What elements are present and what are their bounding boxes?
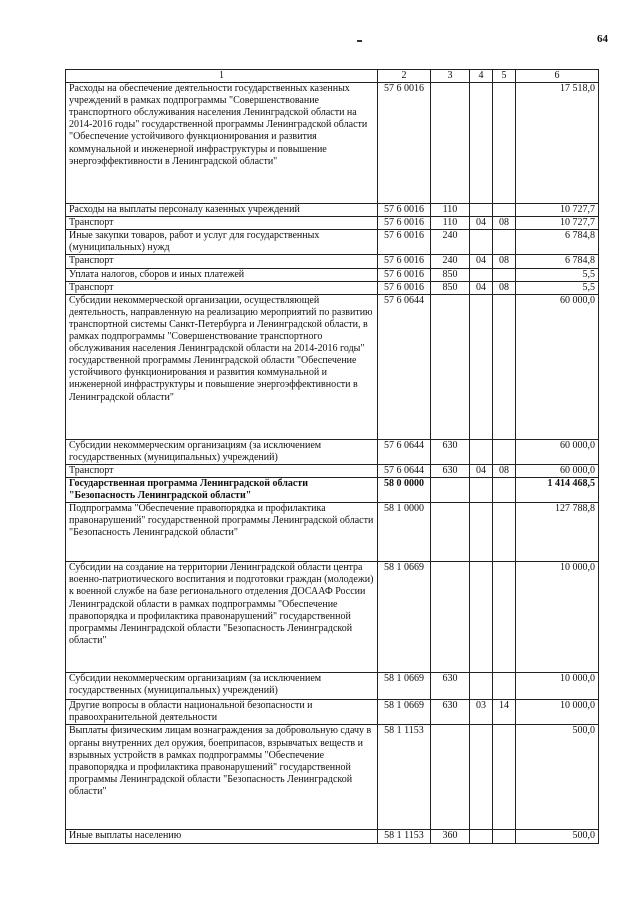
row-target-code: 57 6 0016 xyxy=(378,268,431,281)
row-subsection xyxy=(493,725,516,830)
row-expense-type: 110 xyxy=(431,217,470,230)
row-section xyxy=(470,478,493,503)
row-name: Иные закупки товаров, работ и услуг для государственных (муниципальных) нужд xyxy=(66,230,378,255)
table-header-row xyxy=(66,70,599,83)
row-subsection xyxy=(493,673,516,700)
table-row xyxy=(66,439,599,464)
page-number: 64 xyxy=(597,33,608,45)
row-name: Государственная программа Ленинградской области "Безопасность Ленинградской области" xyxy=(66,478,378,503)
row-subsection xyxy=(493,830,516,843)
row-section xyxy=(470,230,493,255)
scan-mark xyxy=(357,40,362,42)
column-number: 4 xyxy=(470,70,493,83)
row-target-code: 58 1 0000 xyxy=(378,503,431,562)
row-name: Транспорт xyxy=(66,217,378,230)
row-amount: 6 784,8 xyxy=(516,230,599,255)
row-section: 03 xyxy=(470,700,493,725)
row-amount: 60 000,0 xyxy=(516,439,599,464)
table-row xyxy=(66,725,599,830)
row-amount: 60 000,0 xyxy=(516,464,599,477)
row-section: 04 xyxy=(470,217,493,230)
row-name: Другие вопросы в области национальной безопасности и правоохранительной деятельности xyxy=(66,700,378,725)
row-name: Транспорт xyxy=(66,281,378,294)
row-section: 04 xyxy=(470,281,493,294)
row-amount: 1 414 468,5 xyxy=(516,478,599,503)
table-row xyxy=(66,204,599,217)
row-subsection: 08 xyxy=(493,464,516,477)
table-row xyxy=(66,830,599,843)
row-target-code: 58 1 1153 xyxy=(378,830,431,843)
table-row xyxy=(66,268,599,281)
row-section xyxy=(470,503,493,562)
row-target-code: 58 1 0669 xyxy=(378,700,431,725)
table-row xyxy=(66,478,599,503)
row-expense-type: 630 xyxy=(431,439,470,464)
table-row xyxy=(66,294,599,439)
row-amount: 60 000,0 xyxy=(516,294,599,439)
row-section xyxy=(470,725,493,830)
row-expense-type: 850 xyxy=(431,281,470,294)
row-target-code: 57 6 0644 xyxy=(378,294,431,439)
row-name: Иные выплаты населению xyxy=(66,830,378,843)
row-name: Транспорт xyxy=(66,255,378,268)
row-target-code: 57 6 0016 xyxy=(378,255,431,268)
row-expense-type: 850 xyxy=(431,268,470,281)
row-section xyxy=(470,830,493,843)
row-subsection xyxy=(493,204,516,217)
row-amount: 500,0 xyxy=(516,830,599,843)
row-subsection xyxy=(493,562,516,673)
row-expense-type xyxy=(431,725,470,830)
row-target-code: 57 6 0016 xyxy=(378,204,431,217)
row-subsection: 08 xyxy=(493,281,516,294)
row-name: Субсидии на создание на территории Ленинградской области центра военно-патриотического воспитания и подготовки граждан (молодежи) к военной службе на базе регионального отделения ДОСААФ России Ленинградской области в рамках подпрограммы "Обеспечение правопорядка и профилактика правонарушений" государственной программы Ленинградской области "Безопасность Ленинградской области" xyxy=(66,562,378,673)
row-target-code: 57 6 0016 xyxy=(378,230,431,255)
table-row xyxy=(66,217,599,230)
column-number: 1 xyxy=(66,70,378,83)
row-name: Транспорт xyxy=(66,464,378,477)
row-section xyxy=(470,562,493,673)
row-expense-type: 240 xyxy=(431,255,470,268)
row-amount: 10 000,0 xyxy=(516,700,599,725)
row-subsection xyxy=(493,230,516,255)
table-row xyxy=(66,230,599,255)
row-target-code: 58 1 0669 xyxy=(378,562,431,673)
table-row xyxy=(66,281,599,294)
row-amount: 10 727,7 xyxy=(516,204,599,217)
row-amount: 10 727,7 xyxy=(516,217,599,230)
row-section xyxy=(470,294,493,439)
table-row xyxy=(66,464,599,477)
row-section xyxy=(470,673,493,700)
row-subsection xyxy=(493,294,516,439)
row-expense-type xyxy=(431,503,470,562)
row-amount: 17 518,0 xyxy=(516,83,599,204)
row-section: 04 xyxy=(470,464,493,477)
table-row xyxy=(66,503,599,562)
row-name: Расходы на выплаты персоналу казенных учреждений xyxy=(66,204,378,217)
row-section xyxy=(470,439,493,464)
row-expense-type xyxy=(431,562,470,673)
row-target-code: 57 6 0644 xyxy=(378,464,431,477)
row-target-code: 58 1 0669 xyxy=(378,673,431,700)
row-amount: 127 788,8 xyxy=(516,503,599,562)
row-expense-type xyxy=(431,478,470,503)
row-target-code: 57 6 0016 xyxy=(378,217,431,230)
row-name: Субсидии некоммерческим организациям (за исключением государственных (муниципальных) учреждений) xyxy=(66,439,378,464)
column-number: 2 xyxy=(378,70,431,83)
row-subsection: 14 xyxy=(493,700,516,725)
table-row xyxy=(66,562,599,673)
row-subsection xyxy=(493,268,516,281)
row-section xyxy=(470,204,493,217)
table-row xyxy=(66,673,599,700)
row-target-code: 58 1 1153 xyxy=(378,725,431,830)
table-row xyxy=(66,700,599,725)
row-expense-type xyxy=(431,294,470,439)
row-amount: 6 784,8 xyxy=(516,255,599,268)
row-expense-type: 630 xyxy=(431,673,470,700)
budget-table xyxy=(65,69,599,844)
row-section xyxy=(470,268,493,281)
table-row xyxy=(66,83,599,204)
row-subsection: 08 xyxy=(493,217,516,230)
row-amount: 10 000,0 xyxy=(516,562,599,673)
row-expense-type: 360 xyxy=(431,830,470,843)
row-name: Субсидии некоммерческим организациям (за исключением государственных (муниципальных) учреждений) xyxy=(66,673,378,700)
row-subsection xyxy=(493,83,516,204)
row-target-code: 57 6 0644 xyxy=(378,439,431,464)
row-name: Расходы на обеспечение деятельности государственных казенных учреждений в рамках подпрограммы "Совершенствование транспортного обслуживания населения Ленинградской области на 2014-2016 годы" государственной программы Ленинградской области "Обеспечение устойчивого функционирования и развития коммунальной и инженерной инфраструктуры и повышение энергоэффективности в Ленинградской области" xyxy=(66,83,378,204)
column-number: 3 xyxy=(431,70,470,83)
row-name: Субсидии некоммерческой организации, осуществляющей деятельность, направленную на реализацию мероприятий по развитию транспортной системы Санкт-Петербурга и Ленинградской области, в рамках подпрограммы "Совершенствование транспортного обслуживания населения Ленинградской области на 2014-2016 годы" государственной программы Ленинградской области "Обеспечение устойчивого функционирования и развития коммунальной и инженерной инфраструктуры и повышение энергоэффективности в Ленинградской области" xyxy=(66,294,378,439)
row-name: Подпрограмма "Обеспечение правопорядка и профилактика правонарушений" государственной программы Ленинградской области "Безопасность Ленинградской области" xyxy=(66,503,378,562)
row-amount: 5,5 xyxy=(516,268,599,281)
row-section xyxy=(470,83,493,204)
row-expense-type xyxy=(431,83,470,204)
column-number: 6 xyxy=(516,70,599,83)
row-amount: 10 000,0 xyxy=(516,673,599,700)
row-section: 04 xyxy=(470,255,493,268)
column-number: 5 xyxy=(493,70,516,83)
row-target-code: 57 6 0016 xyxy=(378,281,431,294)
row-subsection xyxy=(493,503,516,562)
row-expense-type: 630 xyxy=(431,700,470,725)
row-subsection xyxy=(493,478,516,503)
row-name: Уплата налогов, сборов и иных платежей xyxy=(66,268,378,281)
row-subsection xyxy=(493,439,516,464)
row-target-code: 57 6 0016 xyxy=(378,83,431,204)
row-expense-type: 240 xyxy=(431,230,470,255)
row-amount: 5,5 xyxy=(516,281,599,294)
row-subsection: 08 xyxy=(493,255,516,268)
row-name: Выплаты физическим лицам вознаграждения за добровольную сдачу в органы внутренних дел оружия, боеприпасов, взрывчатых веществ и взрывных устройств в рамках подпрограммы "Обеспечение правопорядка и профилактика правонарушений" государственной программы Ленинградской области "Безопасность Ленинградской области" xyxy=(66,725,378,830)
row-expense-type: 110 xyxy=(431,204,470,217)
row-expense-type: 630 xyxy=(431,464,470,477)
row-target-code: 58 0 0000 xyxy=(378,478,431,503)
table-row xyxy=(66,255,599,268)
row-amount: 500,0 xyxy=(516,725,599,830)
